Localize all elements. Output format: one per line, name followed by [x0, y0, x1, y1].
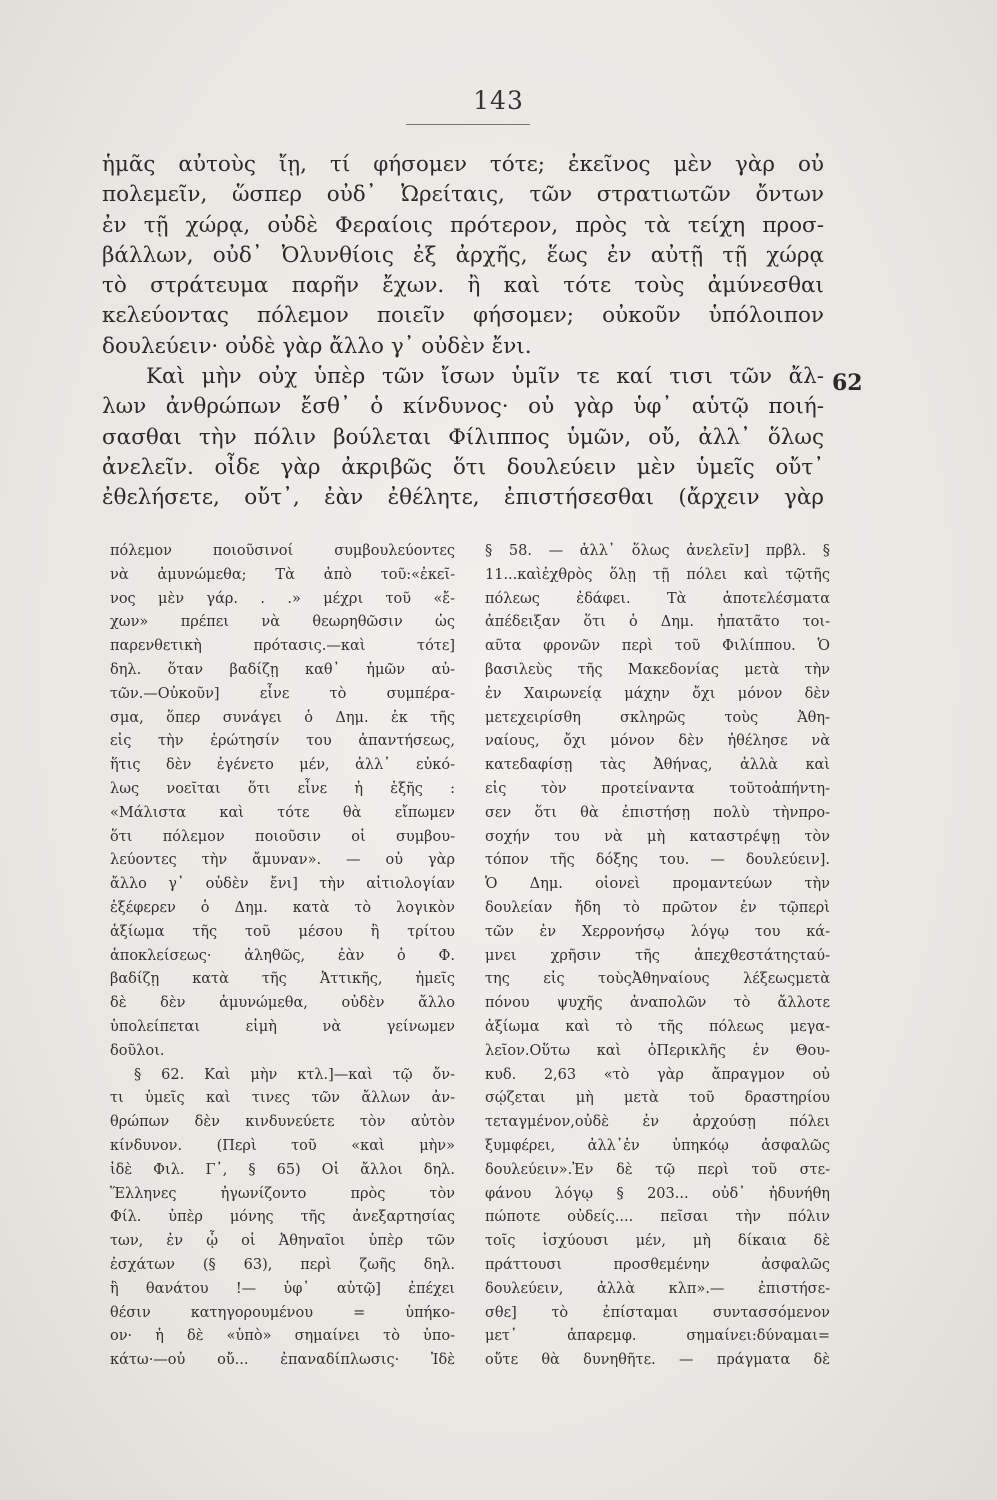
- main-text-line: δουλεύειν· οὐδὲ γὰρ ἄλλο γ᾽ οὐδὲν ἔνι.: [102, 333, 532, 359]
- commentary-line: ἢ θανάτου !— ὑφ᾽ αὑτῷ] ἐπέχει: [110, 1280, 455, 1297]
- commentary-line: § 58. — ἀλλ᾽ ὅλως ἀνελεῖν] πρβλ. §: [485, 543, 830, 559]
- commentary-line: ἄλλο γ᾽ οὐδὲν ἔνι] τὴν αἰτιολογίαν: [110, 876, 455, 893]
- commentary-line: δὲ δὲν ἀμυνώμεθα, οὐδὲν ἄλλο: [110, 995, 455, 1012]
- commentary-line: παρενθετικὴ πρότασις.—καὶ τότε]: [110, 638, 455, 655]
- commentary-line: κάτω·—οὐ οὔ... ἐπαναδίπλωσις· Ἰδὲ: [110, 1352, 455, 1369]
- commentary-line: λως νοεῖται ὅτι εἶνε ἡ ἑξῆς :: [110, 780, 455, 797]
- commentary-line: σμα, ὅπερ συνάγει ὁ Δημ. ἐκ τῆς: [110, 709, 455, 726]
- commentary-line: σῴζεται μὴ μετὰ τοῦ δραστηρίου: [485, 1090, 830, 1107]
- main-text-line: λων ἀνθρώπων ἔσθ᾽ ὁ κίνδυνος· οὐ γὰρ ὑφ᾽ αὑτῷ ποιή-: [102, 394, 824, 420]
- commentary-line: σοχήν του νὰ μὴ καταστρέψῃ τὸν: [485, 828, 830, 845]
- commentary-line: λεῖον.Οὕτω καὶ ὁΠερικλῆς ἐν Θου-: [485, 1042, 830, 1059]
- commentary-line: τῶν ἐν Χερρονήσῳ λόγῳ του κά-: [485, 923, 830, 940]
- commentary-line: ἐσχάτων (§ 63), περὶ ζωῆς δηλ.: [110, 1256, 455, 1273]
- main-text-line: πολεμεῖν, ὥσπερ οὐδ᾽ Ὠρείταις, τῶν στρατιωτῶν ὄντων: [102, 182, 824, 208]
- commentary-line: μετεχειρίσθη σκληρῶς τοὺς Ἀθη-: [485, 709, 830, 726]
- commentary-line: της εἰς τοὺςἈθηναίους λέξεωςμετὰ: [485, 971, 830, 988]
- commentary-line: § 62. Καὶ μὴν κτλ.]—καὶ τῷ ὄν-: [134, 1066, 455, 1083]
- main-text-line: τὸ στράτευμα παρῆν ἔχων. ἢ καὶ τότε τοὺς ἀμύνεσθαι: [102, 273, 824, 299]
- commentary-line: ὅτι πόλεμον ποιοῦσιν οἱ συμβου-: [110, 828, 455, 845]
- commentary-line: Ὁ Δημ. οἱονεὶ προμαντεύων τὴν: [485, 876, 830, 893]
- main-text-line: κελεύοντας πόλεμον ποιεῖν φήσομεν; οὐκοῦν ὑπόλοιπον: [102, 303, 824, 329]
- commentary-line: ἥτις δὲν ἐγένετο μέν, ἀλλ᾽ εὐκό-: [110, 757, 455, 774]
- commentary-line: ἀξίωμα καὶ τὸ τῆς πόλεως μεγα-: [485, 1018, 830, 1035]
- main-text-line: ἐν τῇ χώρᾳ, οὐδὲ Φεραίοις πρότερον, πρὸς τὰ τείχη προσ-: [102, 212, 824, 238]
- commentary-line: ἀποκλείσεως· ἀληθῶς, ἐὰν ὁ Φ.: [110, 947, 455, 964]
- commentary-line: βασιλεὺς τῆς Μακεδονίας μετὰ τὴν: [485, 661, 830, 678]
- commentary-line: ξυμφέρει, ἀλλ᾽ἐν ὑπηκόῳ ἀσφαλῶς: [485, 1137, 830, 1154]
- commentary-line: νος μὲν γάρ. . .» μέχρι τοῦ «ἔ-: [110, 590, 455, 607]
- commentary-line: «Μάλιστα καὶ τότε θὰ εἴπωμεν: [110, 804, 455, 821]
- section-margin-number: 62: [832, 370, 863, 396]
- page-number-rule: [406, 124, 530, 125]
- commentary-line: μνει χρῆσιν τῆς ἀπεχθεστάτηςταύ-: [485, 947, 830, 964]
- commentary-line: κυδ. 2,63 «τὸ γὰρ ἄπραγμον οὐ: [485, 1066, 830, 1083]
- main-text-line: βάλλων, οὐδ᾽ Ὀλυνθίοις ἐξ ἀρχῆς, ἕως ἐν αὐτῇ τῇ χώρᾳ: [102, 242, 824, 268]
- commentary-line: κατεδαφίσῃ τὰς Ἀθήνας, ἀλλὰ καὶ: [485, 757, 830, 774]
- commentary-line: πόλεως ἐδάφει. Τὰ ἀποτελέσματα: [485, 590, 830, 607]
- commentary-line: πόνου ψυχῆς ἀναπολῶν τὸ ἄλλοτε: [485, 995, 830, 1012]
- commentary-line: οὔτε θὰ δυνηθῆτε. — πράγματα δὲ: [485, 1352, 830, 1369]
- commentary-line: νὰ ἀμυνώμεθα; Τὰ ἀπὸ τοῦ:«ἐκεῖ-: [110, 566, 455, 583]
- commentary-line: Φίλ. ὑπὲρ μόνης τῆς ἀνεξαρτησίας: [110, 1209, 455, 1226]
- commentary-line: αῦτα φρονῶν περὶ τοῦ Φιλίππου. Ὁ: [485, 638, 830, 655]
- commentary-line: σθε] τὸ ἐπίσταμαι συντασσόμενον: [485, 1304, 830, 1321]
- commentary-line: εἰς τὸν προτείναντα τοῦτοἀπήντη-: [485, 780, 830, 797]
- commentary-line: 11...καὶἐχθρὸς ὅλῃ τῇ πόλει καὶ τῷτῆς: [485, 566, 830, 583]
- commentary-line: θέσιν κατηγορουμένου = ὑπήκο-: [110, 1304, 455, 1321]
- commentary-line: ἐξέφερεν ὁ Δημ. κατὰ τὸ λογικὸν: [110, 899, 455, 916]
- main-text-line: ἀνελεῖν. οἶδε γὰρ ἀκριβῶς ὅτι δουλεύειν μὲν ὑμεῖς οὔτ᾽: [102, 454, 824, 480]
- commentary-line: δηλ. ὅταν βαδίζῃ καθ᾽ ἡμῶν αὐ-: [110, 661, 455, 678]
- commentary-line: τοῖς ἰσχύουσι μέν, μὴ δίκαια δὲ: [485, 1233, 830, 1250]
- commentary-line: εἰς τὴν ἐρώτησίν του ἀπαντήσεως,: [110, 733, 455, 750]
- commentary-line: τῶν.—Οὐκοῦν] εἶνε τὸ συμπέρα-: [110, 685, 455, 702]
- commentary-line: χων» πρέπει νὰ θεωρηθῶσιν ὡς: [110, 614, 455, 631]
- main-text-line: Καὶ μὴν οὐχ ὑπὲρ τῶν ἴσων ὑμῖν τε καί τισι τῶν ἄλ-: [146, 364, 824, 390]
- commentary-right-column: [485, 540, 830, 1373]
- commentary-line: τεταγμένον,οὐδὲ ἐν ἀρχούσῃ πόλει: [485, 1114, 830, 1131]
- commentary-line: ον· ἡ δὲ «ὑπὸ» σημαίνει τὸ ὑπο-: [110, 1328, 455, 1345]
- main-text-line: ἡμᾶς αὐτοὺς ἴῃ, τί φήσομεν τότε; ἐκεῖνος μὲν γὰρ οὐ: [102, 152, 824, 177]
- commentary-line: φάνου λόγῳ § 203... οὐδ᾽ ἠδυνήθη: [485, 1185, 830, 1202]
- page-number: 143: [473, 86, 524, 115]
- main-text-line: ἐθελήσετε, οὔτ᾽, ἐὰν ἐθέλητε, ἐπιστήσεσθαι (ἄρχειν γὰρ: [102, 485, 824, 511]
- commentary-line: πράττουσι προσθεμένην ἀσφαλῶς: [485, 1256, 830, 1273]
- commentary-line: λεύοντες τὴν ἄμυναν». — οὐ γὰρ: [110, 852, 455, 869]
- commentary-line: δουλείαν ἤδη τὸ πρῶτον ἐν τῷπερὶ: [485, 899, 830, 916]
- commentary-line: σεν ὅτι θὰ ἐπιστήσῃ πολὺ τὴνπρο-: [485, 804, 830, 821]
- commentary-line: βαδίζῃ κατὰ τῆς Ἀττικῆς, ἡμεῖς: [110, 971, 455, 988]
- commentary-line: Ἕλληνες ἠγωνίζοντο πρὸς τὸν: [110, 1185, 455, 1202]
- commentary-line: τόπον τῆς δόξης του. — δουλεύειν].: [485, 852, 830, 869]
- commentary-line: ἀπέδειξαν ὅτι ὁ Δημ. ἠπατᾶτο τοι-: [485, 614, 830, 631]
- commentary-line: τι ὑμεῖς καὶ τινες τῶν ἄλλων ἀν-: [110, 1090, 455, 1107]
- commentary-line: πόλεμον ποιοῦσινοί συμβουλεύοντες: [110, 543, 455, 559]
- commentary-line: δουλεύειν, ἀλλὰ κλπ».— ἐπιστήσε-: [485, 1280, 830, 1297]
- commentary-line: μετ᾽ ἀπαρεμφ. σημαίνει:δύναμαι=: [485, 1328, 830, 1345]
- commentary-line: ἰδὲ Φιλ. Γ᾽, § 65) Οἱ ἄλλοι δηλ.: [110, 1161, 455, 1178]
- commentary-line: θρώπων δὲν κινδυνεύετε τὸν αὐτὸν: [110, 1114, 455, 1131]
- commentary-line: κίνδυνον. (Περὶ τοῦ «καὶ μὴν»: [110, 1137, 455, 1154]
- commentary-line: πώποτε οὐδείς.... πεῖσαι τὴν πόλιν: [485, 1209, 830, 1226]
- commentary-line: ἀξίωμα τῆς τοῦ μέσου ἢ τρίτου: [110, 923, 455, 940]
- commentary-line: των, ἐν ᾧ οἱ Ἀθηναῖοι ὑπὲρ τῶν: [110, 1233, 455, 1250]
- commentary-line: ἐν Χαιρωνείᾳ μάχην ὄχι μόνον δὲν: [485, 685, 830, 702]
- commentary-line: δοῦλοι.: [110, 1042, 165, 1059]
- commentary-left-column: [110, 540, 455, 1373]
- main-greek-text: [102, 150, 824, 514]
- commentary-line: ὑπολείπεται εἰμὴ νὰ γείνωμεν: [110, 1018, 455, 1035]
- commentary-line: ναίους, ὄχι μόνον δὲν ἠθέλησε νὰ: [485, 733, 830, 750]
- main-text-line: σασθαι τὴν πόλιν βούλεται Φίλιππος ὑμῶν, οὔ, ἀλλ᾽ ὅλως: [102, 424, 824, 450]
- commentary-line: δουλεύειν».Ἐν δὲ τῷ περὶ τοῦ στε-: [485, 1161, 830, 1178]
